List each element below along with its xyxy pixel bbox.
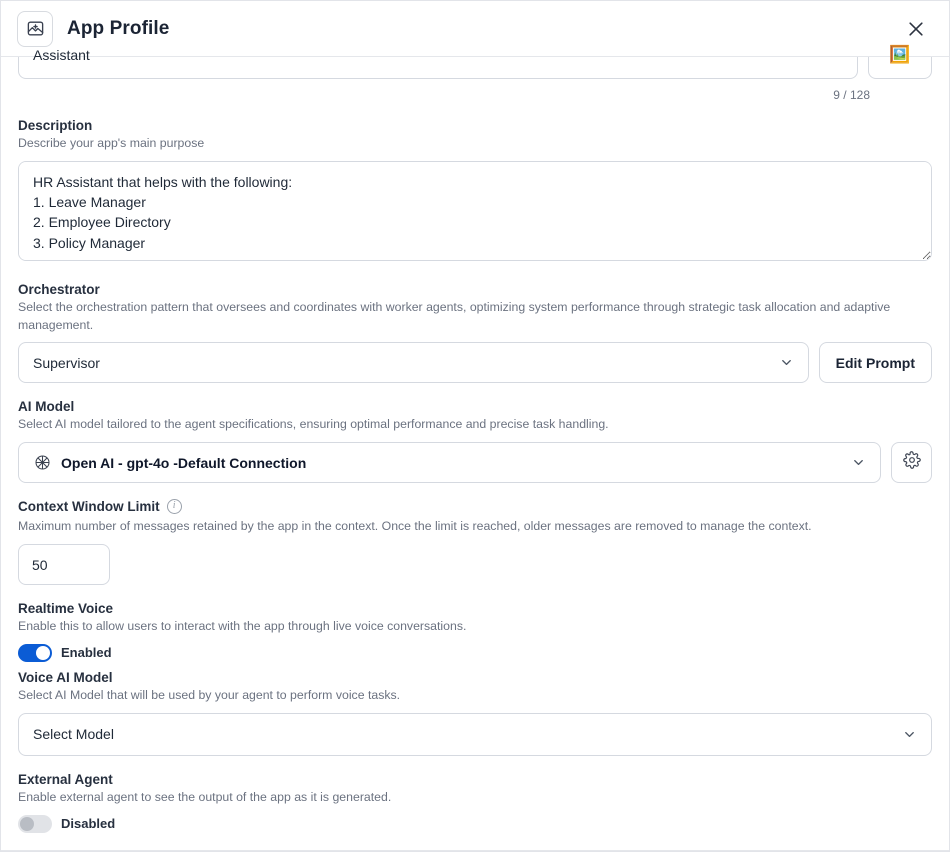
description-section <box>18 118 932 266</box>
ai-model-select[interactable] <box>18 442 881 483</box>
voice-ai-model-hint: Select AI Model that will be used by your agent to perform voice tasks. <box>18 687 401 702</box>
voice-ai-model-section <box>18 670 932 756</box>
orchestrator-selected-value: Supervisor <box>33 354 100 371</box>
external-agent-section <box>18 772 932 833</box>
description-input[interactable] <box>18 161 932 261</box>
external-agent-toggle[interactable] <box>18 815 52 833</box>
context-window-hint: Maximum number of messages retained by the app in the context. Once the limit is reached, older messages are removed to manage the context. <box>18 519 812 534</box>
character-counter: 9 / 128 <box>833 88 870 102</box>
dialog-titlebar <box>1 1 949 57</box>
context-window-label: Context Window Limit <box>18 499 160 515</box>
external-agent-label: External Agent <box>18 771 113 787</box>
voice-ai-model-label: Voice AI Model <box>18 669 113 685</box>
chevron-down-icon <box>851 455 866 470</box>
info-icon[interactable]: i <box>167 499 182 514</box>
chevron-down-icon <box>779 355 794 370</box>
close-icon[interactable] <box>901 14 931 44</box>
dialog-body <box>1 45 949 851</box>
voice-ai-model-selected-value: Select Model <box>33 726 114 743</box>
avatar-image-icon: 🖼️ <box>889 45 911 64</box>
footer-divider <box>1 850 949 851</box>
realtime-voice-section <box>18 601 932 662</box>
orchestrator-select[interactable] <box>18 342 809 383</box>
context-window-section <box>18 499 932 585</box>
ai-model-label: AI Model <box>18 399 75 415</box>
orchestrator-hint: Select the orchestration pattern that oversees and coordinates with worker agents, optimizing system performance through strategic task allocation and adaptive management. <box>18 299 891 332</box>
voice-ai-model-select[interactable] <box>18 713 932 756</box>
app-image-icon[interactable] <box>17 11 53 47</box>
ai-model-settings-button[interactable] <box>891 442 932 483</box>
app-name-row <box>18 45 932 79</box>
realtime-voice-state: Enabled <box>61 645 112 661</box>
edit-prompt-button[interactable]: Edit Prompt <box>819 342 932 383</box>
context-window-input[interactable] <box>18 544 110 585</box>
ai-model-section <box>18 399 932 483</box>
orchestrator-section <box>18 282 932 384</box>
external-agent-state: Disabled <box>61 816 116 832</box>
description-hint: Describe your app's main purpose <box>18 136 205 150</box>
ai-model-hint: Select AI model tailored to the agent specifications, ensuring optimal performance and precise task handling. <box>18 417 609 432</box>
description-label: Description <box>18 118 93 133</box>
openai-logo-icon <box>33 453 52 472</box>
app-name-input[interactable] <box>18 47 858 79</box>
realtime-voice-label: Realtime Voice <box>18 601 114 617</box>
chevron-down-icon <box>902 727 917 742</box>
ai-model-selected-value: Open AI - gpt-4o -Default Connection <box>61 454 307 471</box>
orchestrator-label: Orchestrator <box>18 281 100 297</box>
realtime-voice-hint: Enable this to allow users to interact with the app through live voice conversations. <box>18 619 467 634</box>
page-title: App Profile <box>67 17 170 39</box>
gear-icon <box>903 451 921 474</box>
external-agent-hint: Enable external agent to see the output of the app as it is generated. <box>18 789 392 804</box>
app-name-value: Assistant <box>33 47 90 63</box>
realtime-voice-toggle[interactable] <box>18 644 52 662</box>
avatar[interactable] <box>868 45 932 79</box>
